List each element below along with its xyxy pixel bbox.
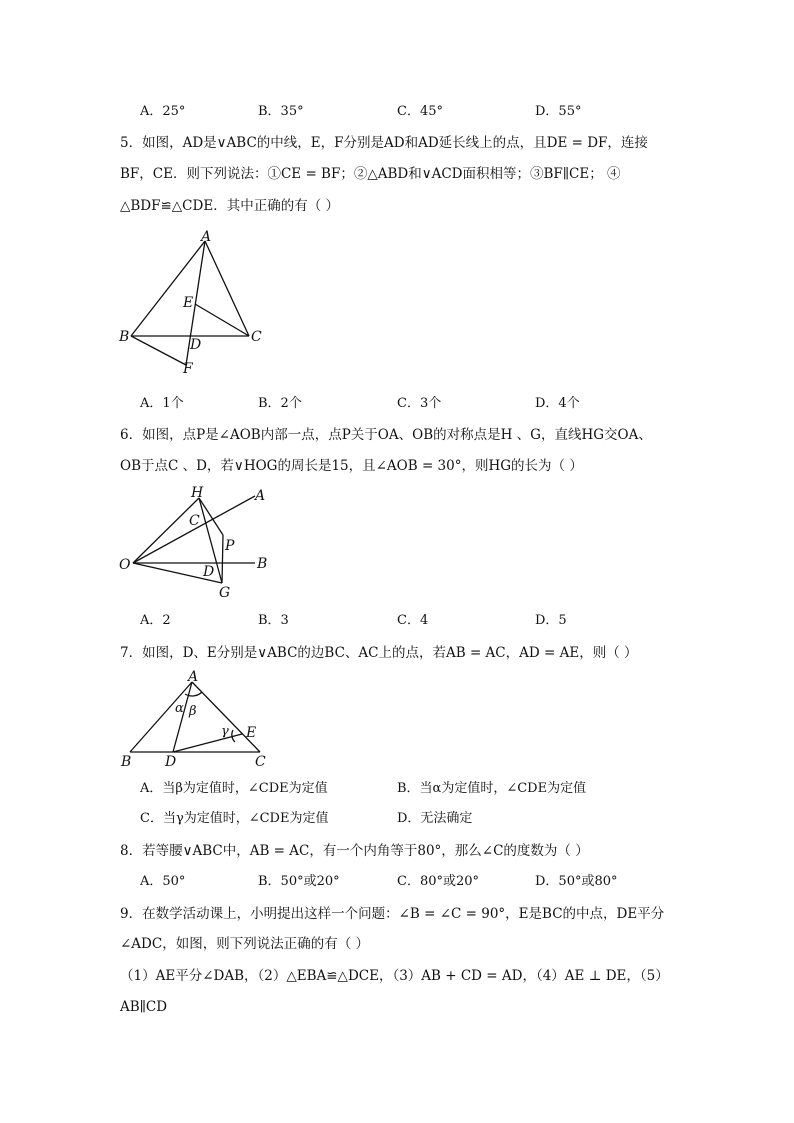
- q9-text-line-4: AB∥CD: [120, 999, 168, 1015]
- q5-option-b: B．2个: [258, 396, 302, 411]
- q5-segment-ac: [205, 241, 249, 336]
- q6-option-a: A．2: [140, 613, 171, 628]
- q6-option-b: B．3: [258, 613, 289, 628]
- q6-figure: [115, 480, 275, 600]
- q4-option-b: B．35°: [258, 104, 304, 119]
- q5-label-b: B: [119, 329, 130, 345]
- q6-segment-hp: [199, 498, 223, 535]
- q5-label-e: E: [183, 295, 194, 311]
- q5-label-c: C: [251, 329, 262, 345]
- q6-label-c: C: [189, 513, 200, 529]
- q8-option-a: A．50°: [140, 874, 186, 889]
- q7-label-e: E: [246, 725, 257, 741]
- q6-option-c: C．4: [397, 613, 429, 628]
- q6-label-h: H: [191, 485, 204, 501]
- q6-option-d: D．5: [535, 613, 567, 628]
- q6-text-line-1: 6．如图，点P是∠AOB内部一点，点P关于OA、OB的对称点是H 、G，直线HG交OA、: [120, 427, 652, 443]
- q8-option-b: B．50°或20°: [258, 874, 340, 889]
- q6-text-line-2: OB于点C 、D，若∨HOG的周长是15，且∠AOB = 30°，则HG的长为（ ）: [120, 458, 583, 474]
- q5-segment-ab: [131, 241, 205, 336]
- q7-option-d: D．无法确定: [397, 811, 473, 826]
- q7-option-c: C．当γ为定值时，∠CDE为定值: [140, 811, 329, 826]
- q5-text-line-2: BF，CE．则下列说法：①CE = BF；②△ABD和∨ACD面积相等；③BF∥CE； ④: [120, 166, 621, 182]
- q5-label-a: A: [201, 229, 212, 245]
- q6-label-g: G: [219, 585, 231, 600]
- q7-label-beta: β: [189, 704, 197, 719]
- q7-figure: [115, 668, 275, 770]
- q7-label-alpha: α: [175, 701, 184, 716]
- q9-text-line-3: （1）AE平分∠DAB，（2）△EBA≌△DCE，（3）AB + CD = AD，（4）AE ⊥ DE，（5）: [120, 968, 669, 984]
- q5-label-d: D: [190, 337, 202, 353]
- q6-label-o: O: [119, 557, 131, 573]
- q6-label-a: A: [255, 488, 266, 504]
- q6-label-b: B: [257, 556, 268, 572]
- q4-option-c: C．45°: [397, 104, 443, 119]
- q5-figure: [115, 225, 275, 380]
- q5-segment-bf: [131, 336, 186, 365]
- q7-label-gamma: γ: [221, 724, 229, 739]
- q7-label-d: D: [165, 754, 177, 770]
- q4-option-d: D．55°: [535, 104, 582, 119]
- q6-segment-pg: [222, 535, 223, 583]
- q7-option-b: B．当α为定值时，∠CDE为定值: [397, 781, 587, 796]
- q7-label-a: A: [188, 669, 199, 685]
- q5-text-line-3: △BDF≌△CDE．其中正确的有（ ）: [120, 198, 339, 214]
- q6-ray-oa: [133, 496, 255, 563]
- q7-text-line-1: 7．如图，D、E分别是∨ABC的边BC、AC上的点，若AB = AC，AD = AE，则（ ）: [120, 645, 638, 661]
- q5-label-f: F: [183, 361, 193, 377]
- q5-option-d: D．4个: [535, 396, 580, 411]
- q7-label-c: C: [255, 754, 266, 770]
- q5-option-a: A．1个: [140, 396, 184, 411]
- q5-option-c: C．3个: [397, 396, 442, 411]
- q8-option-d: D．50°或80°: [535, 874, 618, 889]
- q7-angle-arc-a: [185, 692, 202, 696]
- q9-text-line-1: 9．在数学活动课上，小明提出这样一个问题：∠B = ∠C = 90°，E是BC的中点，DE平分: [120, 906, 665, 922]
- q7-label-b: B: [121, 754, 132, 770]
- q5-text-line-1: 5．如图，AD是∨ABC的中线，E，F分别是AD和AD延长线上的点，且DE = DF，连接: [120, 135, 648, 151]
- q8-text-line-1: 8．若等腰∨ABC中，AB = AC，有一个内角等于80°，那么∠C的度数为（ ）: [120, 843, 589, 859]
- q6-segment-oh: [133, 498, 199, 563]
- q6-label-p: P: [225, 538, 235, 554]
- q9-text-line-2: ∠ADC，如图，则下列说法正确的有（ ）: [120, 936, 370, 952]
- q4-option-a: A．25°: [140, 104, 186, 119]
- q6-label-d: D: [203, 564, 215, 580]
- q7-option-a: A．当β为定值时，∠CDE为定值: [140, 781, 328, 796]
- q8-option-c: C．80°或20°: [397, 874, 480, 889]
